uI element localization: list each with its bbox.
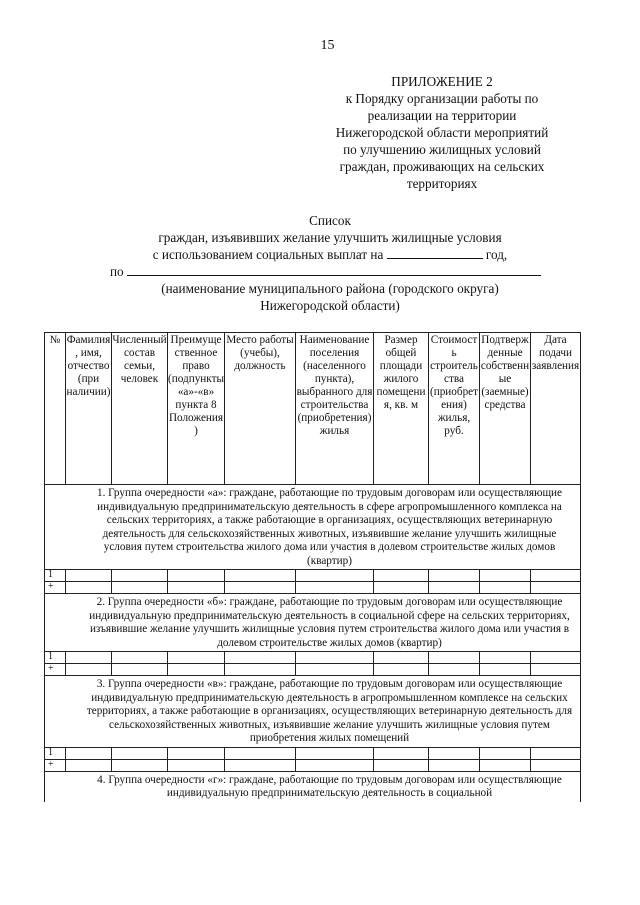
data-cell[interactable] — [112, 582, 168, 594]
column-header: № — [45, 333, 66, 485]
data-cell[interactable] — [480, 664, 531, 676]
data-cell[interactable] — [531, 759, 581, 771]
table-row — [45, 747, 581, 759]
data-cell[interactable] — [168, 570, 225, 582]
row-number-cell[interactable]: 1 — [45, 747, 66, 759]
line2-prefix: с использованием социальных выплат на — [152, 247, 384, 262]
column-header: Стоимость строительства (приобретения) жилья, руб. — [429, 333, 480, 485]
data-cell[interactable] — [531, 664, 581, 676]
data-cell[interactable] — [112, 747, 168, 759]
data-cell[interactable] — [296, 747, 374, 759]
data-cell[interactable] — [374, 570, 429, 582]
data-cell[interactable] — [296, 652, 374, 664]
column-header: Подтвержденные собственные (заемные) средства — [480, 333, 531, 485]
table-body — [45, 485, 581, 802]
data-cell[interactable] — [480, 652, 531, 664]
table-row — [45, 664, 581, 676]
data-cell[interactable] — [66, 570, 112, 582]
data-cell[interactable] — [480, 747, 531, 759]
table-header-row — [45, 333, 581, 485]
data-cell[interactable] — [480, 582, 531, 594]
column-header: Фамилия, имя, отчество (при наличии) — [66, 333, 112, 485]
data-cell[interactable] — [531, 747, 581, 759]
line2-suffix: год, — [485, 247, 508, 262]
data-cell[interactable] — [225, 570, 296, 582]
data-cell[interactable] — [480, 570, 531, 582]
column-header: Место работы (учебы), должность — [225, 333, 296, 485]
appendix-line: граждан, проживающих на сельских — [339, 159, 545, 174]
list-subtitle-line1: граждан, изъявивших желание улучшить жилищные условия — [158, 230, 502, 245]
group-description: 3. Группа очередности «в»: граждане, работающие по трудовым договорам или осуществляющие индивидуальную предпринимательскую деятельность в агропромышленном комплексе на сельских территориях, а также работающие в организациях, осуществляющих ветеринарную деятельность для сельскохозяйственных животных, изъявившие желание улучшить жилищные условия путем приобретения жилых помещений — [45, 676, 581, 748]
data-cell[interactable] — [296, 570, 374, 582]
group-row — [45, 676, 581, 748]
data-cell[interactable] — [66, 664, 112, 676]
group-description: 4. Группа очередности «г»: граждане, работающие по трудовым договорам или осуществляющие индивидуальную предпринимательскую деятельность в социальной — [45, 771, 581, 802]
row-number-cell[interactable]: 1 — [45, 652, 66, 664]
data-cell[interactable] — [66, 582, 112, 594]
column-header: Преимущественное право (подпункты «а»-«в» пункта 8 Положения) — [168, 333, 225, 485]
caption-line1: (наименование муниципального района (городского округа) — [161, 281, 499, 296]
row-number-cell[interactable]: + — [45, 664, 66, 676]
appendix-line: реализации на территории — [367, 108, 517, 123]
data-cell[interactable] — [296, 582, 374, 594]
row-number-cell[interactable]: + — [45, 759, 66, 771]
data-cell[interactable] — [168, 664, 225, 676]
list-title: Список — [309, 213, 351, 228]
data-cell[interactable] — [168, 652, 225, 664]
year-blank-field[interactable] — [387, 247, 483, 259]
appendix-heading — [322, 73, 562, 192]
data-cell[interactable] — [112, 652, 168, 664]
data-cell[interactable] — [225, 582, 296, 594]
data-cell[interactable] — [429, 759, 480, 771]
data-cell[interactable] — [429, 747, 480, 759]
data-cell[interactable] — [296, 759, 374, 771]
table-row — [45, 582, 581, 594]
data-cell[interactable] — [112, 570, 168, 582]
group-row — [45, 485, 581, 570]
applicants-table — [44, 332, 581, 802]
data-cell[interactable] — [374, 664, 429, 676]
row-number-cell[interactable]: + — [45, 582, 66, 594]
data-cell[interactable] — [225, 747, 296, 759]
list-subtitle-line3 — [40, 263, 620, 280]
data-cell[interactable] — [168, 759, 225, 771]
data-cell[interactable] — [429, 582, 480, 594]
column-header: Наименование поселения (населенного пункта), выбранного для строительства (приобретения) жилья — [296, 333, 374, 485]
data-cell[interactable] — [66, 759, 112, 771]
caption-line2: Нижегородской области) — [260, 298, 400, 313]
data-cell[interactable] — [429, 570, 480, 582]
data-cell[interactable] — [531, 570, 581, 582]
data-cell[interactable] — [531, 652, 581, 664]
data-cell[interactable] — [531, 582, 581, 594]
list-title-block — [40, 212, 620, 314]
line3-prefix: по — [110, 264, 124, 279]
group-description: 2. Группа очередности «б»: граждане, работающие по трудовым договорам или осуществляющие индивидуальную предпринимательскую деятельность в социальной сфере на сельских территориях, изъявившие желание улучшить жилищные условия путем строительства жилого дома или участия в долевом строительстве жилых домов (квартир) — [45, 594, 581, 652]
data-cell[interactable] — [374, 582, 429, 594]
row-number-cell[interactable]: 1 — [45, 570, 66, 582]
column-header: Размер общей площади жилого помещения, кв. м — [374, 333, 429, 485]
data-cell[interactable] — [429, 664, 480, 676]
group-row — [45, 594, 581, 652]
data-cell[interactable] — [66, 747, 112, 759]
table-row — [45, 759, 581, 771]
data-cell[interactable] — [225, 759, 296, 771]
data-cell[interactable] — [66, 652, 112, 664]
table-row — [45, 652, 581, 664]
data-cell[interactable] — [225, 652, 296, 664]
column-header: Дата подачи заявления — [531, 333, 581, 485]
appendix-line: по улучшению жилищных условий — [343, 142, 541, 157]
group-row — [45, 771, 581, 802]
data-cell[interactable] — [429, 652, 480, 664]
data-cell[interactable] — [374, 652, 429, 664]
data-cell[interactable] — [112, 759, 168, 771]
group-description: 1. Группа очередности «а»: граждане, работающие по трудовым договорам или осуществляющие индивидуальную предпринимательскую деятельность в сфере агропромышленного комплекса на сельских территориях, а также работающие в организациях, осуществляющих ветеринарную деятельность для сельскохозяйственных животных, изъявившие желание улучшить жилищные условия путем строительства жилого дома или участия в долевом строительстве жилых домов (квартир) — [45, 485, 581, 570]
data-cell[interactable] — [374, 747, 429, 759]
appendix-line: ПРИЛОЖЕНИЕ 2 — [391, 74, 493, 89]
table-row — [45, 570, 581, 582]
data-cell[interactable] — [480, 759, 531, 771]
list-subtitle-line2 — [40, 246, 620, 263]
data-cell[interactable] — [296, 664, 374, 676]
appendix-line: Нижегородской области мероприятий — [335, 125, 549, 140]
district-blank-field[interactable] — [127, 264, 541, 276]
data-cell[interactable] — [168, 747, 225, 759]
data-cell[interactable] — [168, 582, 225, 594]
appendix-line: территориях — [406, 176, 478, 191]
page-number: 15 — [320, 38, 335, 53]
data-cell[interactable] — [112, 664, 168, 676]
appendix-line: к Порядку организации работы по — [345, 91, 539, 106]
column-header: Численный состав семьи, человек — [112, 333, 168, 485]
data-cell[interactable] — [374, 759, 429, 771]
data-cell[interactable] — [225, 664, 296, 676]
